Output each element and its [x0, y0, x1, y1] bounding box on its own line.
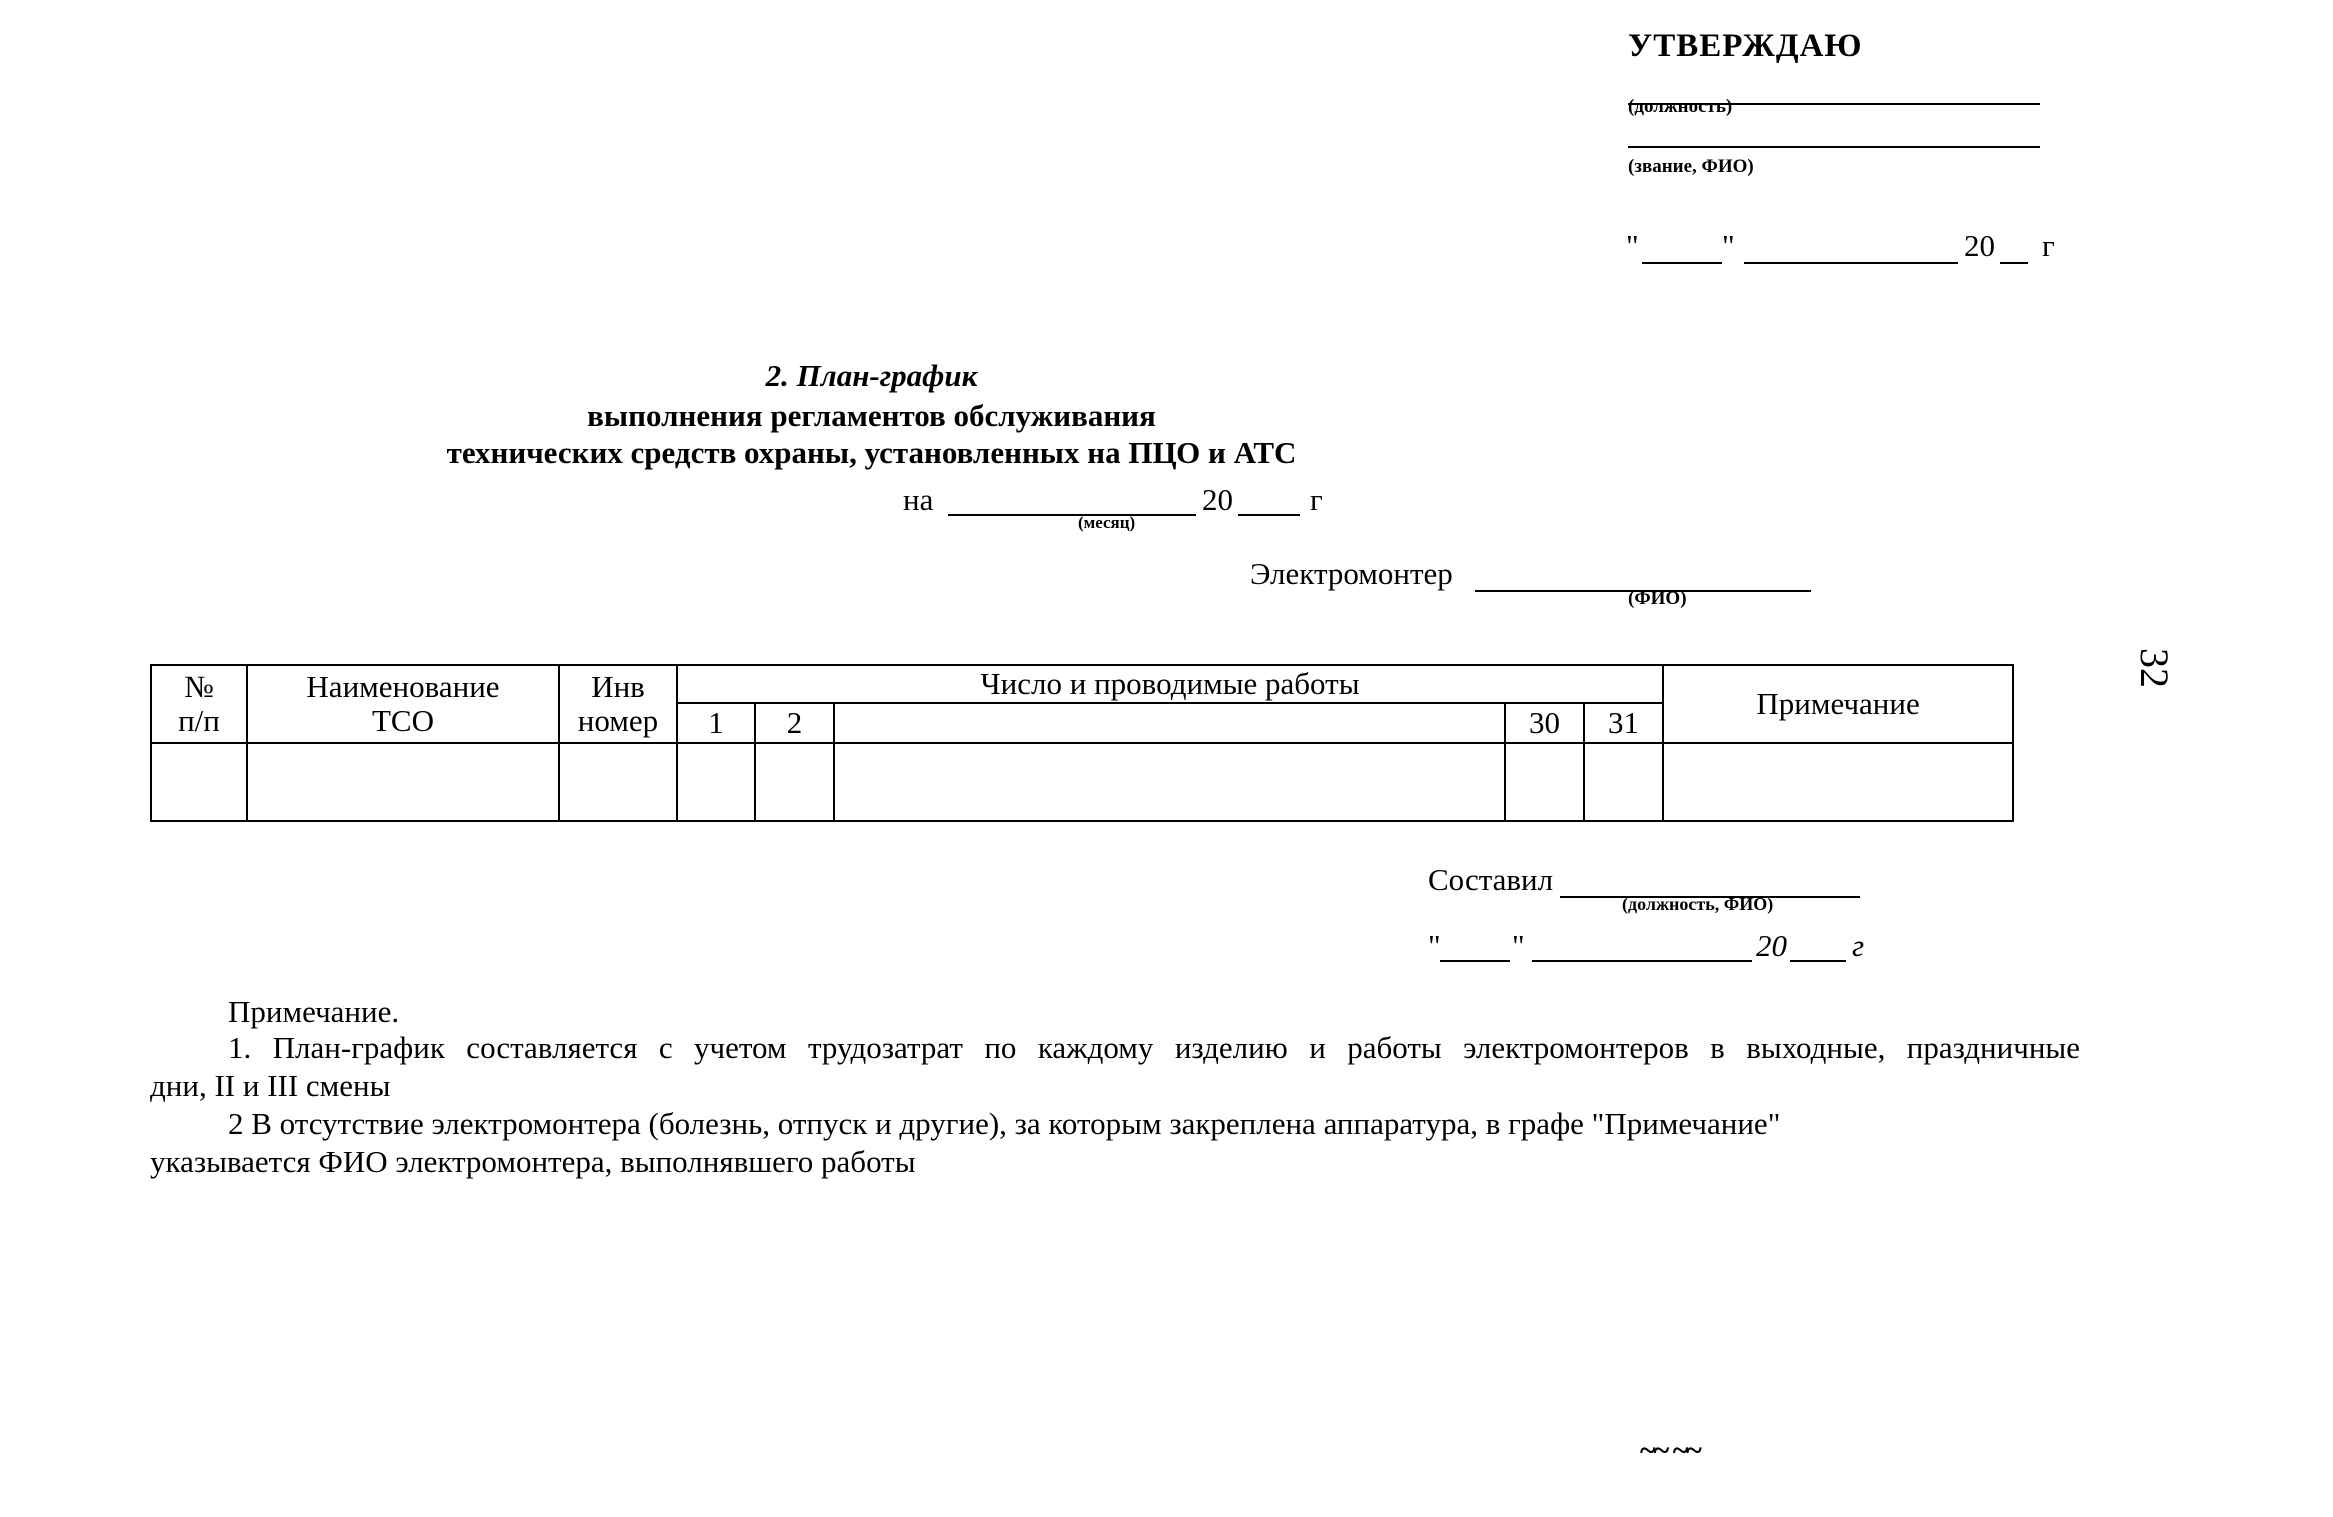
cell-day-30[interactable] — [1505, 743, 1584, 821]
compiled-caption: (должность, ФИО) — [1622, 894, 1774, 914]
period-year-line[interactable] — [1238, 514, 1300, 516]
compiled-year-line[interactable] — [1790, 960, 1846, 962]
day-header-gap — [834, 703, 1505, 743]
col-header-days: Число и проводимые работы — [677, 665, 1663, 703]
approval-year-prefix: 20 — [1964, 228, 1995, 263]
note-1-line-2: дни, II и III смены — [150, 1068, 391, 1103]
document-subtitle-line-2: технических средств охраны, установленных на ПЦО и АТС — [446, 435, 1297, 470]
compiled-month-line[interactable] — [1532, 960, 1752, 962]
period-on-label: на — [903, 482, 934, 517]
day-header-31: 31 — [1584, 703, 1663, 743]
approval-date-close-quote: " — [1722, 228, 1735, 263]
compiled-year-prefix: 20 — [1756, 928, 1787, 963]
col-header-number-line1: № — [184, 669, 214, 704]
notes-heading: Примечание. — [228, 994, 400, 1029]
approval-month-line[interactable] — [1744, 262, 1958, 264]
compiled-date-close-quote: " — [1512, 928, 1525, 963]
cell-name[interactable] — [247, 743, 559, 821]
day-header-30: 30 — [1505, 703, 1584, 743]
approval-year-line[interactable] — [2000, 262, 2028, 264]
day-header-2: 2 — [755, 703, 834, 743]
footer-mark: ~~ ~~ — [1640, 1434, 1700, 1467]
col-header-name-line1: Наименование — [306, 669, 500, 704]
compiled-year-suffix: г — [1852, 928, 1865, 963]
cell-day-gap[interactable] — [834, 743, 1505, 821]
document-title: 2. План-график — [765, 358, 978, 393]
period-year-suffix: г — [1310, 482, 1323, 517]
approval-year-suffix: г — [2042, 228, 2055, 263]
note-1-line-1: 1. План-график составляется с учетом трудозатрат по каждому изделию и работы электромонтеров в выходные, праздничные — [228, 1030, 2080, 1065]
col-header-name-line2: ТСО — [372, 703, 434, 738]
compiled-label: Составил — [1428, 862, 1554, 897]
note-2-line-1: 2 В отсутствие электромонтера (болезнь, отпуск и другие), за которым закреплена аппаратура, в графе "Примечание" — [228, 1106, 1781, 1141]
day-header-1: 1 — [677, 703, 755, 743]
period-month-line[interactable] — [948, 514, 1196, 516]
note-2-line-2: указывается ФИО электромонтера, выполнявшего работы — [150, 1144, 916, 1179]
cell-day-31[interactable] — [1584, 743, 1663, 821]
compiled-day-line[interactable] — [1440, 960, 1510, 962]
approval-position-line[interactable] — [1628, 103, 2040, 105]
period-month-caption: (месяц) — [1078, 513, 1136, 532]
col-header-inventory — [559, 665, 677, 743]
page-number: 32 — [2132, 648, 2177, 688]
col-header-number — [151, 665, 247, 743]
col-header-note: Примечание — [1663, 665, 2013, 743]
col-header-number-line2: п/п — [178, 703, 220, 738]
col-header-inventory-line2: номер — [577, 703, 659, 738]
period-year-prefix: 20 — [1202, 482, 1233, 517]
col-header-inventory-line1: Инв — [591, 669, 645, 704]
approval-day-line[interactable] — [1642, 262, 1722, 264]
cell-day-1[interactable] — [677, 743, 755, 821]
electrician-name-caption: (ФИО) — [1628, 588, 1687, 609]
approval-rank-caption: (звание, ФИО) — [1628, 156, 1754, 177]
cell-inventory[interactable] — [559, 743, 677, 821]
col-header-name — [247, 665, 559, 743]
schedule-table — [150, 664, 2014, 822]
electrician-label: Электромонтер — [1250, 556, 1453, 591]
cell-day-2[interactable] — [755, 743, 834, 821]
document-subtitle-line-1: выполнения регламентов обслуживания — [587, 398, 1156, 433]
approval-position-caption: (должность) — [1628, 96, 1733, 117]
cell-number[interactable] — [151, 743, 247, 821]
approval-rank-line[interactable] — [1628, 146, 2040, 148]
approval-date-open-quote: " — [1626, 228, 1639, 263]
compiled-date-open-quote: " — [1428, 928, 1441, 963]
cell-note[interactable] — [1663, 743, 2013, 821]
table-row — [151, 743, 2013, 821]
approval-title: УТВЕРЖДАЮ — [1628, 28, 1863, 64]
